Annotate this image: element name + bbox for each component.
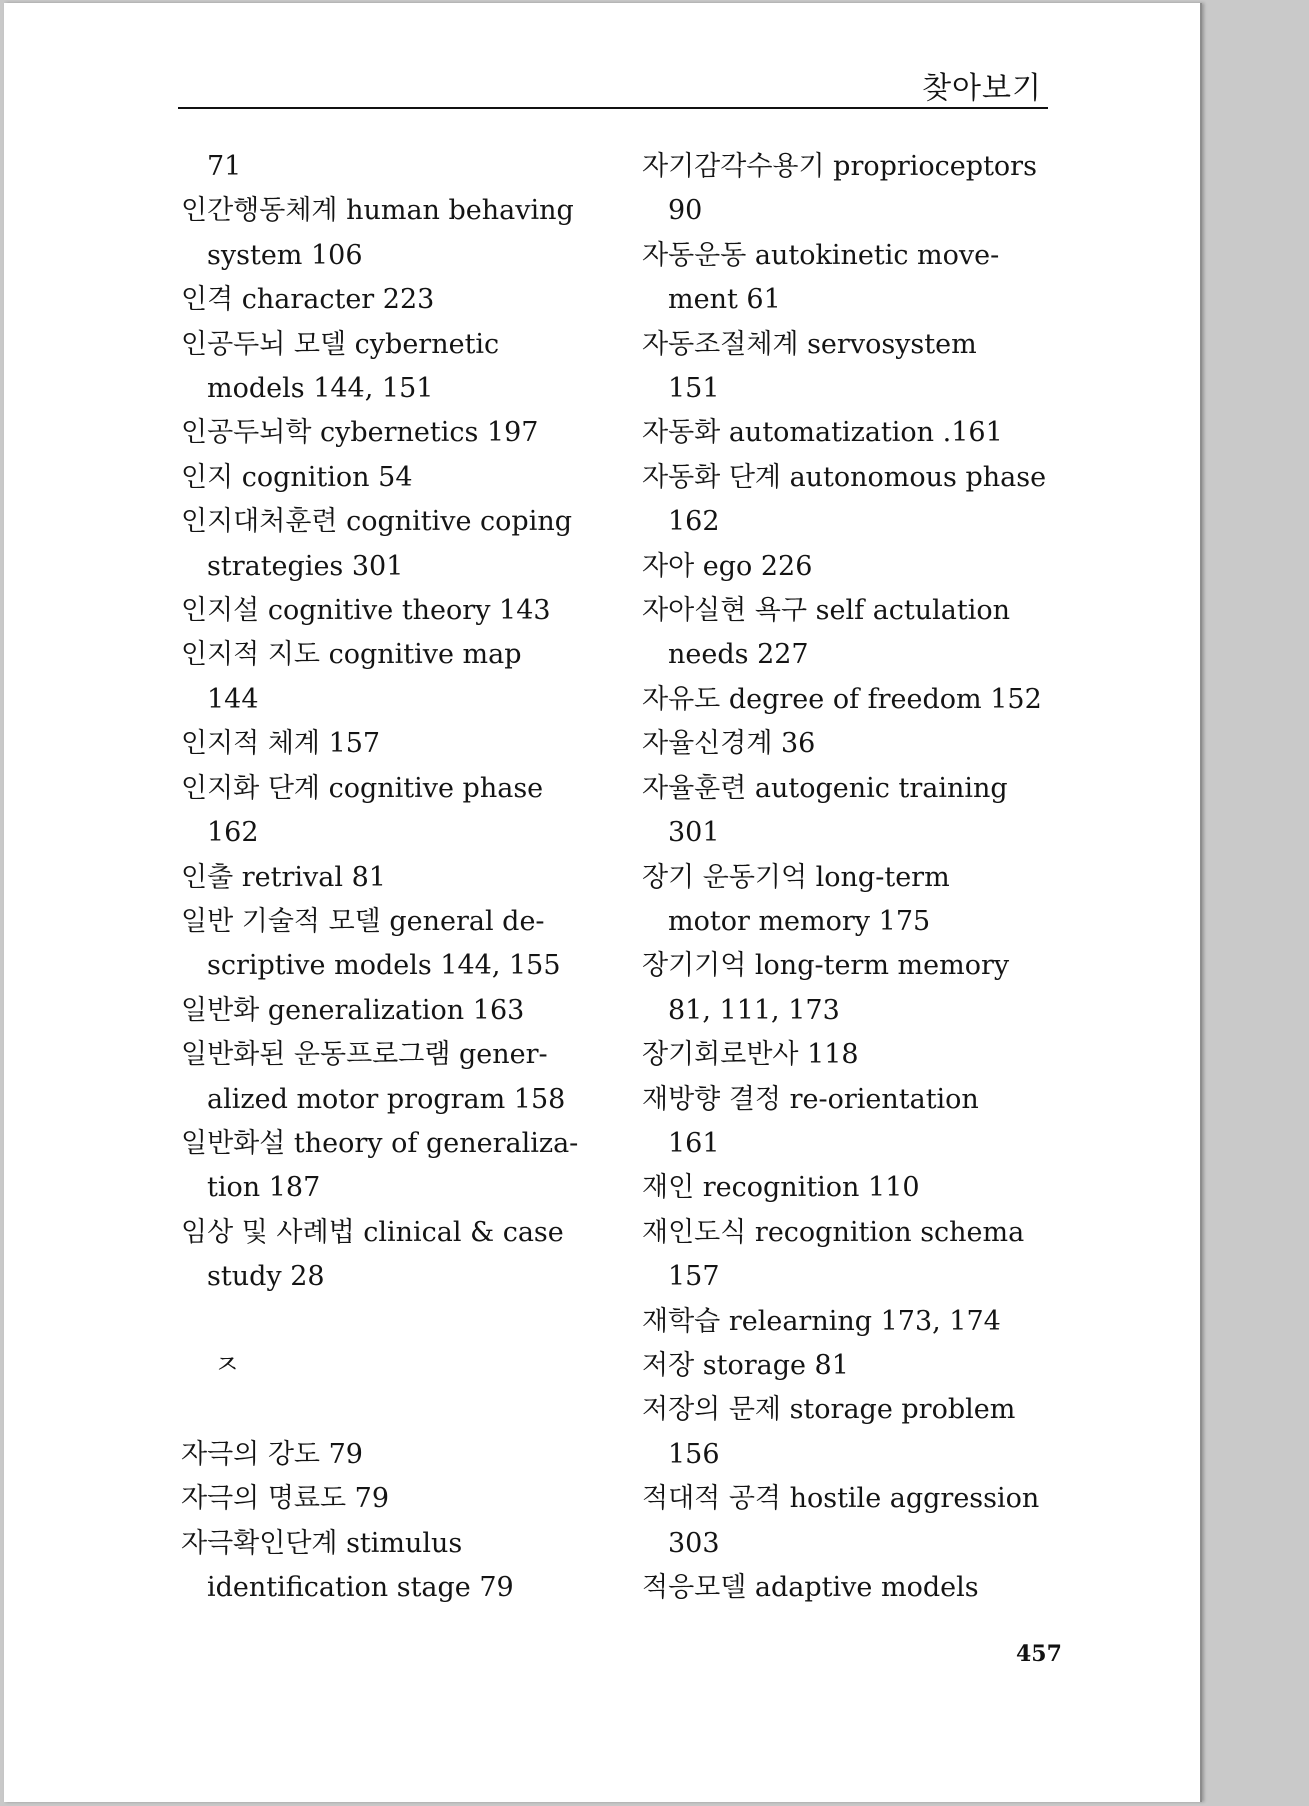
index-entry: 자동화 단계 autonomous phase	[642, 461, 1047, 493]
index-entry: 자율신경계 36	[642, 728, 816, 760]
index-entry: 일반 기술적 모델 general de-	[181, 905, 545, 937]
index-entry: 인간행동체계 human behaving	[181, 195, 574, 227]
index-entry: 자율훈련 autogenic training	[642, 772, 1008, 804]
index-entry: 장기 운동기억 long-term	[642, 861, 950, 893]
index-entry: 장기회로반사 118	[642, 1039, 859, 1071]
index-entry: ment 61	[668, 284, 781, 316]
index-entry: 적대적 공격 hostile aggression	[642, 1483, 1040, 1515]
index-entry: 자아실현 욕구 self actulation	[642, 595, 1011, 627]
index-entry: 자극의 명료도 79	[181, 1483, 390, 1515]
index-entry: 자극확인단계 stimulus	[181, 1527, 463, 1559]
index-entry: 인지적 체계 157	[181, 728, 381, 760]
index-column-right	[642, 145, 1082, 1610]
index-entry: 자아 ego 226	[642, 550, 813, 582]
index-entry: 자동화 automatization .161	[642, 417, 1003, 449]
header-rule	[178, 107, 1048, 109]
index-entry: 151	[668, 373, 720, 405]
index-entry: identification stage 79	[207, 1571, 514, 1603]
index-entry: 일반화설 theory of generaliza-	[181, 1127, 579, 1159]
index-entry: 144	[207, 683, 259, 715]
index-entry: 저장의 문제 storage problem	[642, 1394, 1016, 1426]
index-entry: 자동운동 autokinetic move-	[642, 239, 1000, 271]
index-entry: models 144, 151	[207, 373, 434, 405]
index-entry: scriptive models 144, 155	[207, 950, 561, 982]
index-entry: 인출 retrival 81	[181, 861, 386, 893]
index-entry: 일반화 generalization 163	[181, 994, 525, 1026]
blank-line	[181, 1300, 611, 1344]
index-entry: 재학습 relearning 173, 174	[642, 1305, 1001, 1337]
index-entry: 적응모델 adaptive models	[642, 1572, 979, 1603]
index-entry: 저장 storage 81	[642, 1349, 849, 1381]
page-number: 457	[1016, 1641, 1062, 1667]
index-entry: 90	[668, 195, 703, 227]
index-column-left	[181, 145, 611, 1610]
index-entry: 인격 character 223	[181, 284, 435, 316]
index-entry: 인지설 cognitive theory 143	[181, 595, 551, 627]
index-entry: 인공두뇌 모델 cybernetic	[181, 328, 500, 360]
index-entry: 162	[207, 817, 259, 849]
index-entry: 재인도식 recognition schema	[642, 1216, 1025, 1248]
index-entry: 인지적 지도 cognitive map	[181, 639, 522, 671]
index-entry: 161	[668, 1127, 720, 1159]
running-header: 찾아보기	[922, 71, 1042, 106]
index-entry: 자동조절체계 servosystem	[642, 328, 977, 360]
index-entry: tion 187	[207, 1172, 321, 1204]
index-entry: 81, 111, 173	[668, 994, 840, 1026]
index-entry: 장기기억 long-term memory	[642, 950, 1010, 982]
index-entry: 재방향 결정 re-orientation	[642, 1083, 979, 1115]
book-page	[4, 3, 1202, 1802]
blank-line	[181, 1388, 611, 1432]
index-entry: system 106	[207, 239, 363, 271]
index-entry: 162	[668, 506, 720, 538]
index-entry: 인지 cognition 54	[181, 461, 413, 493]
index-entry: 303	[668, 1527, 720, 1559]
index-entry: alized motor program 158	[207, 1083, 566, 1115]
index-entry: needs 227	[668, 639, 809, 671]
index-entry: 재인 recognition 110	[642, 1172, 920, 1204]
index-entry: 일반화된 운동프로그램 gener-	[181, 1039, 548, 1071]
index-entry: 자기감각수용기 proprioceptors	[642, 151, 1037, 182]
section-letter: ㅈ	[214, 1349, 241, 1381]
index-entry: 157	[668, 1261, 720, 1293]
index-entry: 301	[668, 817, 720, 849]
index-entry: 인지화 단계 cognitive phase	[181, 772, 544, 804]
index-entry: 임상 및 사례법 clinical & case	[181, 1216, 564, 1248]
index-entry: 자극의 강도 79	[181, 1438, 363, 1470]
index-entry: study 28	[207, 1261, 325, 1293]
index-entry: strategies 301	[207, 550, 404, 582]
index-entry: 71	[207, 151, 242, 182]
index-entry: 인공두뇌학 cybernetics 197	[181, 417, 539, 449]
index-entry: motor memory 175	[668, 905, 931, 937]
index-entry: 인지대처훈련 cognitive coping	[181, 506, 573, 538]
index-entry: 156	[668, 1438, 720, 1470]
index-entry: 자유도 degree of freedom 152	[642, 683, 1042, 715]
